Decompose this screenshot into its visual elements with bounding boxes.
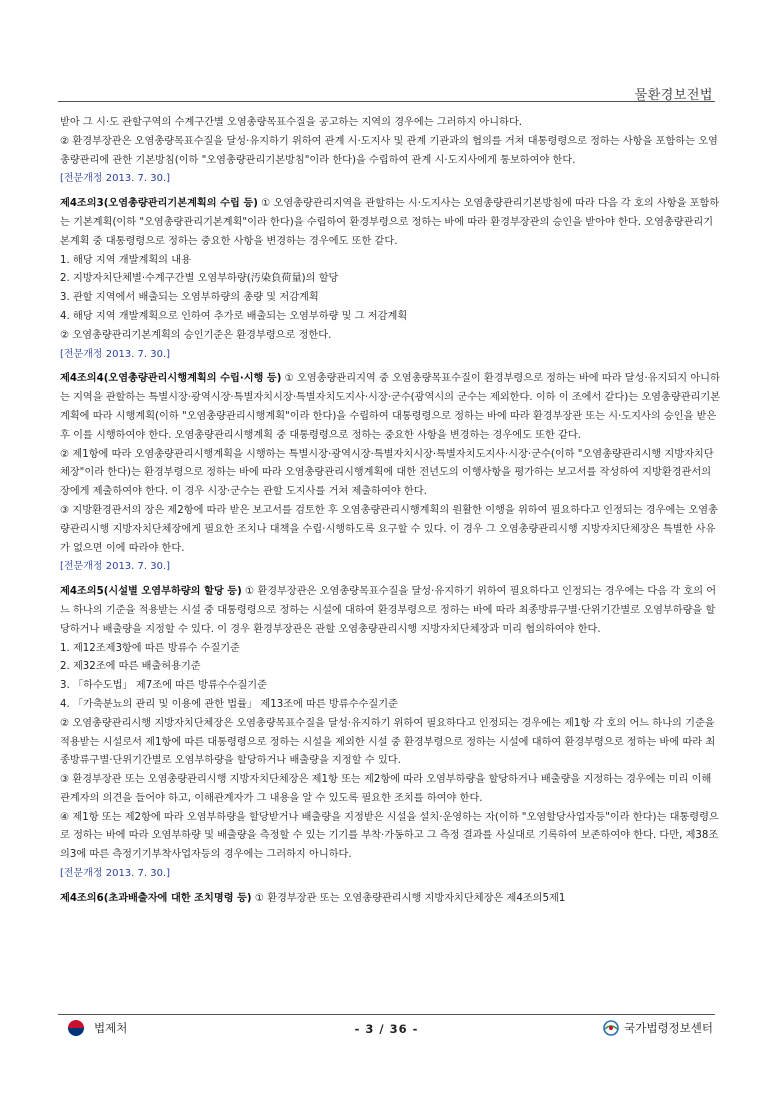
list-item: ③ 지방환경관서의 장은 제2항에 따라 받은 보고서를 검토한 후 오염총량관리시행계획의 원활한 이행을 위하여 필요하다고 인정되는 경우에는 오염총량관리시행 지방자치단체장에게 필요한 조치나 대책을 수립·시행하도록 요구할 수 있다. 이 경우 그 오염총량관리시행 지방자치단체장은 특별한 사유가 없으면 이에 따라야 한다. bbox=[60, 504, 718, 554]
header-divider bbox=[58, 101, 715, 102]
page-number: - 3 / 36 - bbox=[354, 1022, 419, 1036]
article-4-3 bbox=[60, 195, 721, 364]
list-item: 1. 해당 지역 개발계획의 내용 bbox=[60, 254, 191, 266]
revision-note: [전문개정 2013. 7. 30.] bbox=[60, 348, 171, 360]
list-item: 2. 지방자치단체별·수계구간별 오염부하량(汚染負荷量)의 할당 bbox=[60, 273, 339, 285]
law-title-header: 물환경보전법 bbox=[634, 88, 713, 103]
intro-paragraph: ② 환경부장관은 오염총량목표수질을 달성·유지하기 위하여 관계 시·도지사 및 관계 기관과의 협의를 거쳐 대통령령으로 정하는 사항을 포함하는 오염총량관리에 관한 기본방침(이하 "오염총량관리기본방침"이라 한다)을 수립하여 관계 시·도지사에게 통보하여야 한다. bbox=[60, 135, 718, 166]
article-lead bbox=[60, 195, 721, 251]
revision-note: [전문개정 2013. 7. 30.] bbox=[60, 868, 171, 880]
article-lead-text: ① 환경부장관 또는 오염총량관리시행 지방자치단체장은 제4조의5제1 bbox=[251, 892, 566, 904]
list-item: 3. 「하수도법」 제7조에 따른 방류수수질기준 bbox=[60, 680, 267, 692]
list-item: 1. 제12조제3항에 따른 방류수 수질기준 bbox=[60, 642, 240, 654]
list-item: ③ 환경부장관 또는 오염총량관리시행 지방자치단체장은 제1항 또는 제2항에 따라 오염부하량을 할당하거나 배출량을 지정하는 경우에는 미리 이해관계자의 의견을 들어야 하고, 이해관계자가 그 내용을 알 수 있도록 필요한 조치를 하여야 한다. bbox=[60, 774, 712, 804]
article-lead-text: ① 환경부장관은 오염총량목표수질을 달성·유지하기 위하여 필요하다고 인정되는 경우에는 다음 각 호의 어느 하나의 기준을 적용받는 시설 중 대통령령으로 정하는 시설에 대하여 환경부령으로 정하는 바에 따라 최종방류구별·단위기간별로 오염부하량을 할당하거나 배출량을 지정할 수 있다. 이 경우 환경부장관은 관할 오염총량관리시행 지방자치단체장과 미리 협의하여야 한다. bbox=[60, 586, 717, 635]
law-center-logo-icon bbox=[602, 1020, 620, 1036]
article-title: 제4조의4(오염총량관리시행계획의 수립·시행 등) bbox=[60, 373, 282, 385]
article-4-6 bbox=[60, 890, 721, 909]
page-footer bbox=[60, 1018, 713, 1040]
revision-note: [전문개정 2013. 7. 30.] bbox=[60, 173, 171, 185]
list-item: 4. 해당 지역 개발계획으로 인하여 추가로 배출되는 오염부하량 및 그 저감계획 bbox=[60, 310, 408, 322]
list-item: ② 제1항에 따라 오염총량관리시행계획을 시행하는 특별시장·광역시장·특별자치시장·특별자치도지사·시장·군수(이하 "오염총량관리시행 지방자치단체장"이라 한다)는 환경부령으로 정하는 바에 따라 오염총량관리시행계획에 대한 전년도의 이행사항을 평가하는 보고서를 작성하여 지방환경관서의 장에게 제출하여야 한다. 이 경우 시장·군수는 관할 도지사를 거쳐 제출하여야 한다. bbox=[60, 448, 714, 498]
list-item: 2. 제32조에 따른 배출허용기준 bbox=[60, 661, 201, 673]
article-lead bbox=[60, 370, 721, 445]
article-title: 제4조의5(시설별 오염부하량의 할당 등) bbox=[60, 586, 242, 598]
intro-paragraph: 받아 그 시·도 관할구역의 수계구간별 오염총량목표수질을 공고하는 지역의 경우에는 그러하지 아니하다. bbox=[60, 117, 523, 128]
article-lead-text: ① 오염총량관리지역 중 오염총량목표수질이 환경부령으로 정하는 바에 따라 달성·유지되지 아니하는 지역을 관할하는 특별시장·광역시장·특별자치시장·특별자치도지사·시장·군수(광역시의 군수는 제외한다. 이하 이 조에서 같다)는 오염총량관리기본계획에 따라 시행계획(이하 "오염총량관리시행계획"이라 한다)을 수립하여 대통령령으로 정하는 바에 따라 환경부장관 또는 시·도지사의 승인을 받은 후 이를 시행하여야 한다. 오염총량관리시행계획 중 대통령령으로 정하는 중요한 사항을 변경하는 경우에도 또한 같다. bbox=[60, 373, 721, 441]
article-title: 제4조의3(오염총량관리기본계획의 수립 등) bbox=[60, 198, 258, 210]
article-title: 제4조의6(초과배출자에 대한 조치명령 등) bbox=[60, 892, 252, 904]
list-item: 4. 「가축분뇨의 관리 및 이용에 관한 법률」 제13조에 따른 방류수수질기준 bbox=[60, 698, 398, 710]
ministry-label: 법제처 bbox=[94, 1021, 128, 1035]
revision-note: [전문개정 2013. 7. 30.] bbox=[60, 561, 171, 573]
article-lead bbox=[60, 890, 721, 909]
document-body bbox=[60, 114, 721, 909]
footer-right bbox=[602, 1020, 713, 1036]
article-4-4 bbox=[60, 370, 721, 577]
list-item: ② 오염총량관리기본계획의 승인기준은 환경부령으로 정한다. bbox=[60, 329, 332, 341]
article-lead bbox=[60, 583, 721, 639]
article-lead-text: ① 오염총량관리지역을 관할하는 시·도지사는 오염총량관리기본방침에 따라 다음 각 호의 사항을 포함하는 기본계획(이하 "오염총량관리기본계획"이라 한다)을 수립하여 환경부령으로 정하는 바에 따라 환경부장관의 승인을 받아야 한다. 오염총량관리기본계획 중 대통령령으로 정하는 중요한 사항을 변경하는 경우에도 또한 같다. bbox=[60, 198, 720, 247]
list-item: ② 오염총량관리시행 지방자치단체장은 오염총량목표수질을 달성·유지하기 위하여 필요하다고 인정되는 경우에는 제1항 각 호의 어느 하나의 기준을 적용받는 시설로서 제1항에 따른 대통령령으로 정하는 시설을 제외한 시설 중 환경부령으로 정하는 시설에 대하여 환경부령으로 정하는 바에 따라 최종방류구별·단위기간별로 오염부하량을 할당하거나 배출량을 지정할 수 있다. bbox=[60, 717, 716, 767]
article-4-5 bbox=[60, 583, 721, 884]
list-item: ④ 제1항 또는 제2항에 따라 오염부하량을 할당받거나 배출량을 지정받은 시설을 설치·운영하는 자(이하 "오염할당사업자등"이라 한다)는 대통령령으로 정하는 바에 따라 오염부하량 및 배출량을 측정할 수 있는 기기를 부착·가동하고 그 측정 결과를 사실대로 기록하여 보존하여야 한다. 다만, 제38조의3에 따른 측정기기부착사업자등의 경우에는 그러하지 아니하다. bbox=[60, 811, 719, 861]
law-info-center-label: 국가법령정보센터 bbox=[624, 1021, 713, 1035]
footer-divider bbox=[58, 1014, 715, 1015]
list-item: 3. 관할 지역에서 배출되는 오염부하량의 총량 및 저감계획 bbox=[60, 292, 319, 304]
